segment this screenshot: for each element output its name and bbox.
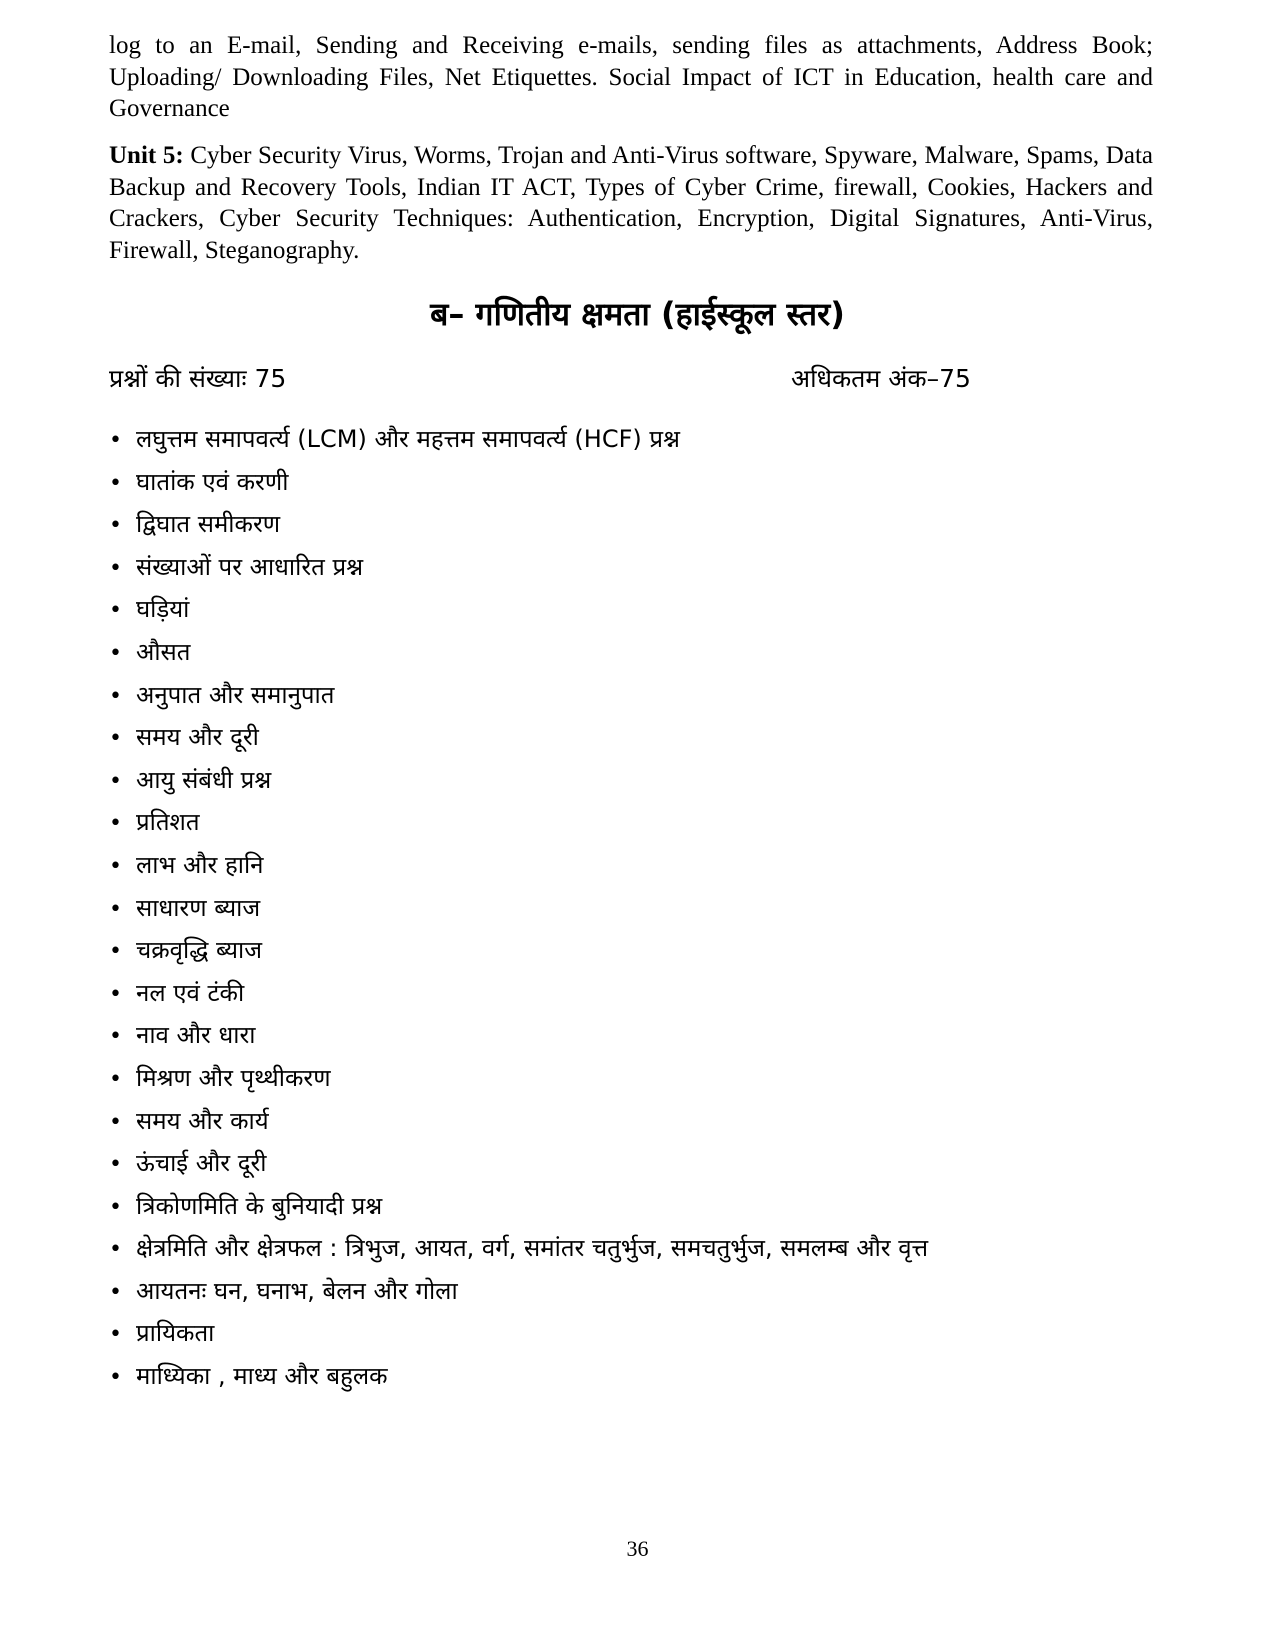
bullet-icon: • bbox=[109, 1322, 122, 1348]
bullet-icon: • bbox=[109, 470, 122, 496]
bullet-icon: • bbox=[109, 1194, 122, 1220]
topic-text: अनुपात और समानुपात bbox=[136, 680, 335, 709]
list-item bbox=[109, 461, 1159, 504]
list-item bbox=[109, 1227, 1159, 1270]
topic-text: औसत bbox=[136, 637, 191, 666]
list-item bbox=[109, 674, 1159, 717]
intro-paragraph: log to an E-mail, Sending and Receiving e-mails, sending files as attachments, Address Book; Uploading/ Downloading Files, Net Etiquettes. Social Impact of ICT in Education, health care and Governance bbox=[109, 32, 1153, 122]
list-item bbox=[109, 588, 1159, 631]
list-item bbox=[109, 801, 1159, 844]
max-marks: अधिकतम अंक–75 bbox=[791, 364, 971, 393]
list-item bbox=[109, 844, 1159, 887]
list-item bbox=[109, 1100, 1159, 1143]
bullet-icon: • bbox=[109, 1237, 122, 1263]
list-item bbox=[109, 887, 1159, 930]
list-item bbox=[109, 759, 1159, 802]
unit5-paragraph bbox=[109, 140, 1153, 266]
bullet-icon: • bbox=[109, 811, 122, 837]
bullet-icon: • bbox=[109, 939, 122, 965]
list-item bbox=[109, 1142, 1159, 1185]
topic-text: माध्यिका , माध्य और बहुलक bbox=[136, 1362, 388, 1391]
topic-text: लाभ और हानि bbox=[136, 850, 264, 879]
bullet-icon: • bbox=[109, 555, 122, 581]
topic-text: लघुत्तम समापवर्त्य (LCM) और महत्तम समापवर्त्य (HCF) प्रश्न bbox=[136, 425, 681, 453]
topic-text: संख्याओं पर आधारित प्रश्न bbox=[136, 552, 364, 581]
bullet-icon: • bbox=[109, 640, 122, 666]
topic-text: चक्रवृद्धि ब्याज bbox=[136, 936, 263, 965]
topic-text: समय और दूरी bbox=[136, 723, 259, 752]
topic-text: प्रतिशत bbox=[136, 808, 200, 837]
topic-text: आयतनः घन, घनाभ, बेलन और गोला bbox=[136, 1276, 458, 1305]
bullet-icon: • bbox=[109, 853, 122, 879]
list-item bbox=[109, 1014, 1159, 1057]
bullet-icon: • bbox=[109, 513, 122, 539]
unit5-text: Cyber Security Virus, Worms, Trojan and Anti-Virus software, Spyware, Malware, Spams, Data Backup and Recovery Tools, Indian IT ACT, Types of Cyber Crime, firewall, Cookies, Hackers and Crackers, Cyber Security Techniques: Authentication, Encryption, Digital Signatures, Anti-Virus, Firewall, Steganography. bbox=[109, 142, 1154, 264]
topic-text: प्रायिकता bbox=[136, 1319, 215, 1348]
bullet-icon: • bbox=[109, 768, 122, 794]
list-item bbox=[109, 1057, 1159, 1100]
bullet-icon: • bbox=[109, 1066, 122, 1092]
topic-text: त्रिकोणमिति के बुनियादी प्रश्न bbox=[136, 1191, 383, 1220]
topic-text: नाव और धारा bbox=[136, 1021, 256, 1050]
questions-count: प्रश्नों की संख्याः 75 bbox=[109, 364, 287, 393]
topic-text: नल एवं टंकी bbox=[136, 978, 245, 1007]
list-item bbox=[109, 631, 1159, 674]
topic-text: समय और कार्य bbox=[136, 1106, 269, 1135]
bullet-icon: • bbox=[109, 981, 122, 1007]
bullet-icon: • bbox=[109, 683, 122, 709]
list-item bbox=[109, 1355, 1159, 1398]
bullet-icon: • bbox=[109, 1279, 122, 1305]
list-item bbox=[109, 929, 1159, 972]
topic-text: घड़ियां bbox=[136, 595, 190, 624]
topic-text: क्षेत्रमिति और क्षेत्रफल : त्रिभुज, आयत, वर्ग, समांतर चतुर्भुज, समचतुर्भुज, समलम्ब और वृत्त bbox=[136, 1234, 929, 1263]
list-item bbox=[109, 1270, 1159, 1313]
topic-text: साधारण ब्याज bbox=[136, 893, 261, 922]
bullet-icon: • bbox=[109, 428, 122, 453]
topic-text: घातांक एवं करणी bbox=[136, 467, 289, 496]
list-item bbox=[109, 418, 1159, 461]
bullet-icon: • bbox=[109, 1109, 122, 1135]
bullet-icon: • bbox=[109, 1024, 122, 1050]
list-item bbox=[109, 972, 1159, 1015]
list-item bbox=[109, 503, 1159, 546]
bullet-icon: • bbox=[109, 1365, 122, 1391]
list-item bbox=[109, 1312, 1159, 1355]
page-number: 36 bbox=[626, 1536, 649, 1561]
bullet-icon: • bbox=[109, 1152, 122, 1178]
list-item bbox=[109, 716, 1159, 759]
unit5-label: Unit 5: bbox=[109, 142, 184, 169]
bullet-icon: • bbox=[109, 598, 122, 624]
bullet-icon: • bbox=[109, 726, 122, 752]
topic-text: द्विघात समीकरण bbox=[136, 510, 281, 539]
section-heading: ब– गणितीय क्षमता (हाईस्कूल स्तर) bbox=[430, 295, 845, 333]
topic-text: ऊंचाई और दूरी bbox=[136, 1149, 267, 1178]
list-item bbox=[109, 1185, 1159, 1228]
bullet-icon: • bbox=[109, 896, 122, 922]
topic-list bbox=[109, 418, 1159, 1398]
topic-text: आयु संबंधी प्रश्न bbox=[136, 765, 272, 794]
topic-text: मिश्रण और पृथ्थीकरण bbox=[136, 1063, 331, 1092]
list-item bbox=[109, 546, 1159, 589]
